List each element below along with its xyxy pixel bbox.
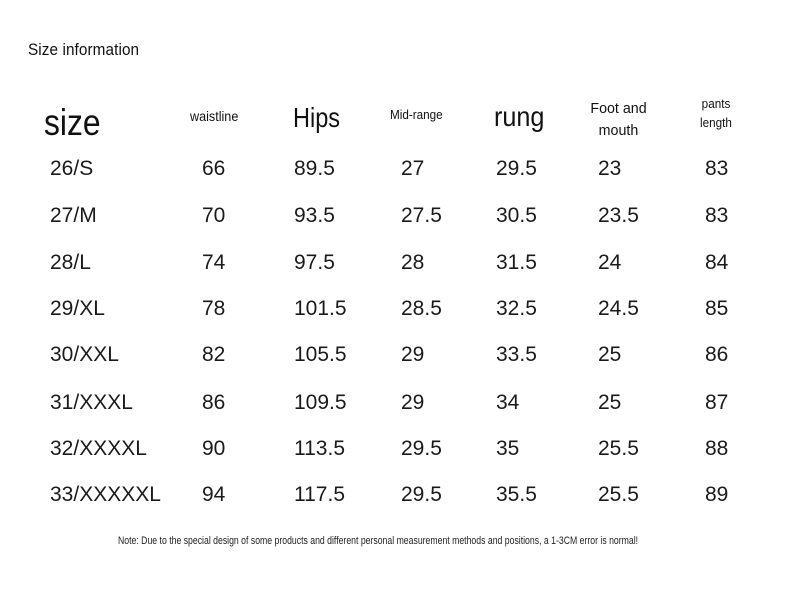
cell-mid-range: 29 [401,343,425,366]
cell-foot-and-mouth: 25.5 [598,483,639,506]
cell-pants-length: 89 [705,483,729,506]
cell-hips: 97.5 [294,251,335,274]
cell-size: 29/XL [50,297,105,320]
cell-foot-and-mouth: 24 [598,251,622,274]
cell-size: 28/L [50,251,91,274]
cell-hips: 93.5 [294,204,335,227]
cell-pants-length: 87 [705,391,729,414]
cell-waistline: 70 [202,204,226,227]
cell-foot-and-mouth: 23.5 [598,204,639,227]
cell-pants-length: 86 [705,343,729,366]
cell-rung: 30.5 [496,204,537,227]
cell-waistline: 66 [202,157,226,180]
cell-rung: 32.5 [496,297,537,320]
cell-hips: 101.5 [294,297,347,320]
cell-waistline: 82 [202,343,226,366]
cell-foot-and-mouth: 25.5 [598,437,639,460]
cell-hips: 89.5 [294,157,335,180]
cell-mid-range: 29 [401,391,425,414]
cell-waistline: 94 [202,483,226,506]
cell-mid-range: 29.5 [401,483,442,506]
cell-foot-and-mouth: 24.5 [598,297,639,320]
header-foot-and-mouth: Foot and mouth [590,100,647,139]
measurement-note: Note: Due to the special design of some products and different personal measurement methods and positions, a 1-3CM error is normal! [118,535,639,547]
cell-hips: 109.5 [294,391,347,414]
header-size: size [44,102,101,143]
cell-foot-and-mouth: 23 [598,157,622,180]
cell-pants-length: 84 [705,251,729,274]
cell-size: 33/XXXXXL [50,483,161,506]
cell-rung: 29.5 [496,157,537,180]
cell-mid-range: 28.5 [401,297,442,320]
cell-hips: 117.5 [294,483,345,506]
header-pants-length: pants length [700,96,732,130]
cell-size: 31/XXXL [50,391,133,414]
cell-foot-and-mouth: 25 [598,343,622,366]
cell-size: 30/XXL [50,343,119,366]
cell-mid-range: 28 [401,251,425,274]
cell-hips: 105.5 [294,343,347,366]
header-rung: rung [494,101,545,132]
cell-waistline: 90 [202,437,226,460]
cell-rung: 35 [496,437,520,460]
cell-rung: 35.5 [496,483,537,506]
header-waistline: waistline [190,108,239,124]
cell-size: 27/M [50,204,97,227]
cell-mid-range: 27.5 [401,204,442,227]
cell-rung: 31.5 [496,251,537,274]
cell-waistline: 78 [202,297,226,320]
header-hips: Hips [293,102,341,133]
header-mid-range: Mid-range [390,107,443,122]
cell-rung: 33.5 [496,343,537,366]
cell-pants-length: 88 [705,437,729,460]
cell-rung: 34 [496,391,520,414]
page-title: Size information [28,40,140,59]
cell-waistline: 74 [202,251,226,274]
cell-hips: 113.5 [294,437,345,460]
cell-pants-length: 83 [705,204,729,227]
cell-mid-range: 27 [401,157,425,180]
cell-pants-length: 83 [705,157,729,180]
cell-waistline: 86 [202,391,226,414]
cell-size: 26/S [50,157,94,180]
cell-foot-and-mouth: 25 [598,391,622,414]
cell-pants-length: 85 [705,297,729,320]
cell-mid-range: 29.5 [401,437,442,460]
cell-size: 32/XXXXL [50,437,147,460]
